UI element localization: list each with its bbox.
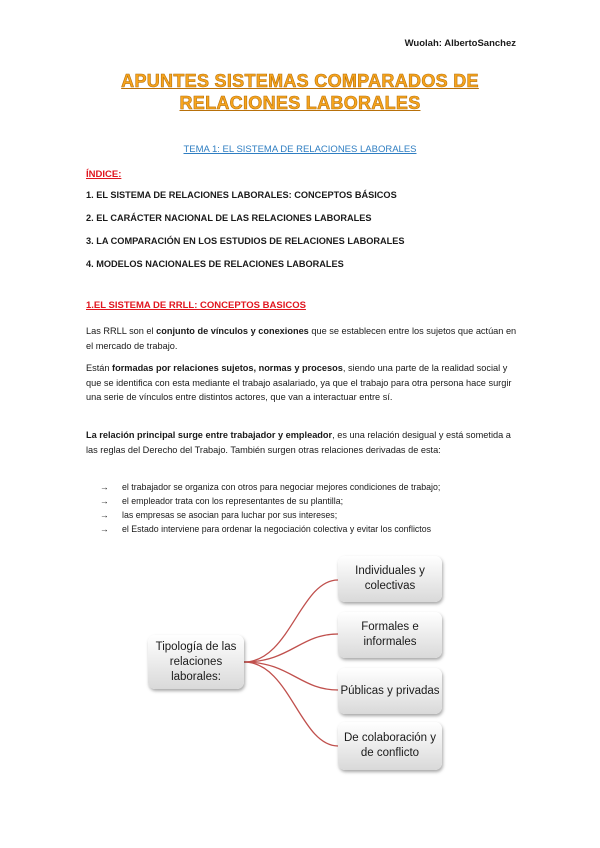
diagram-node-public: Públicas y privadas [338, 668, 442, 714]
list-item: → el Estado interviene para ordenar la negociación colectiva y evitar los conflictos [100, 524, 432, 534]
title-line-1: APUNTES SISTEMAS COMPARADOS DE [121, 71, 479, 91]
toc-item: 4. MODELOS NACIONALES DE RELACIONES LABORALES [86, 259, 344, 269]
diagram-node-collaboration: De colaboración y de conflicto [338, 722, 442, 770]
arrow-icon: → [100, 482, 109, 492]
diagram-node-formal: Formales e informales [338, 612, 442, 658]
paragraph-3: La relación principal surge entre trabajador y empleador, es una relación desigual y está sometida a las reglas del Derecho del Trabajo. También surgen otras relaciones derivadas de esta: [86, 430, 511, 455]
paragraph-2: Están formadas por relaciones sujetos, normas y procesos, siendo una parte de la realidad social y que se identifica con esta mediante el trabajo asalariado, ya que el trabajo para otra persona hace surgir una serie de vínculos entre distintos actores, que van a interactuar entre sí. [86, 363, 512, 402]
arrow-icon: → [100, 510, 109, 520]
index-heading: ÍNDICE: [86, 169, 122, 180]
toc-item: 1. EL SISTEMA DE RELACIONES LABORALES: CONCEPTOS BÁSICOS [86, 190, 397, 200]
section-heading: 1.EL SISTEMA DE RRLL: CONCEPTOS BASICOS [86, 300, 306, 311]
list-item: → las empresas se asocian para luchar por sus intereses; [100, 510, 338, 520]
watermark: Wuolah: AlbertoSanchez [404, 38, 516, 49]
connector-line [244, 662, 338, 690]
toc-item: 2. EL CARÁCTER NACIONAL DE LAS RELACIONES LABORALES [86, 213, 372, 223]
arrow-icon: → [100, 524, 109, 534]
diagram-center-node: Tipología de las relaciones laborales: [148, 635, 244, 689]
diagram-node-individual: Individuales y colectivas [338, 556, 442, 602]
paragraph-1: Las RRLL son el conjunto de vínculos y conexiones que se establecen entre los sujetos que actúan en el mercado de trabajo. [86, 326, 517, 351]
list-item: → el empleador trata con los representantes de su plantilla; [100, 496, 344, 506]
connector-line [244, 634, 338, 662]
list-item: → el trabajador se organiza con otros para negociar mejores condiciones de trabajo; [100, 482, 441, 492]
toc-item: 3. LA COMPARACIÓN EN LOS ESTUDIOS DE RELACIONES LABORALES [86, 236, 405, 246]
title-line-2: RELACIONES LABORALES [179, 93, 421, 113]
topic-heading: TEMA 1: EL SISTEMA DE RELACIONES LABORALES [183, 144, 417, 155]
arrow-icon: → [100, 496, 109, 506]
